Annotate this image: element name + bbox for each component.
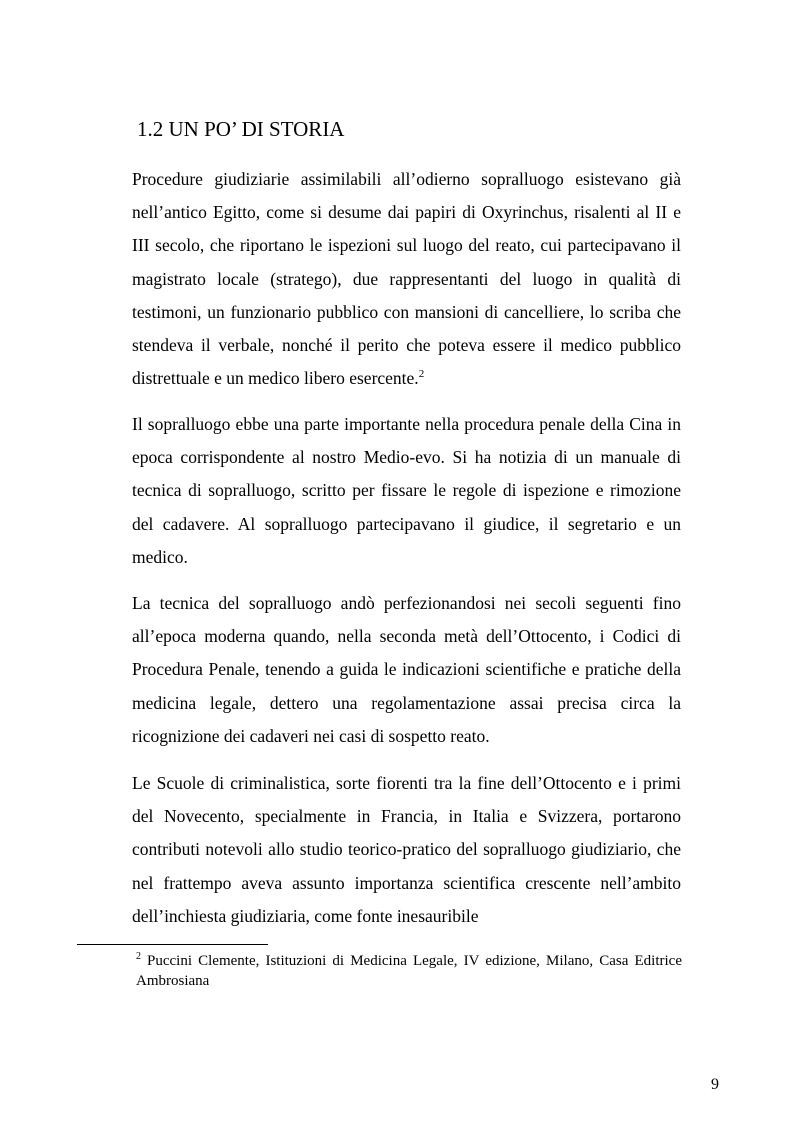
footnote-text: Puccini Clemente, Istituzioni di Medicina Legale, IV edizione, Milano, Casa Editrice Ambrosiana	[136, 953, 682, 989]
page-number: 9	[711, 1076, 719, 1093]
footnote-number: 2	[136, 951, 141, 962]
paragraph-text: Procedure giudiziarie assimilabili all’odierno sopralluogo esistevano già nell’antico Egitto, come si desume dai papiri di Oxyrinchus, risalenti al II e III secolo, che riportano le ispezioni sul luogo del reato, cui partecipavano il magistrato locale (stratego), due rappresentanti del luogo in qualità di testimoni, un funzionario pubblico con mansioni di cancelliere, lo scriba che stendeva il verbale, nonché il perito che poteva essere il medico pubblico distrettuale e un medico libero esercente.	[132, 169, 681, 389]
footnote-separator	[77, 944, 268, 945]
section-heading: 1.2 UN PO’ DI STORIA	[137, 117, 345, 141]
body-paragraph-2	[132, 408, 681, 574]
paragraph-text: Il sopralluogo ebbe una parte importante nella procedura penale della Cina in epoca corrispondente al nostro Medio-evo. Si ha notizia di un manuale di tecnica di sopralluogo, scritto per fissare le regole di ispezione e rimozione del cadavere. Al sopralluogo partecipavano il giudice, il segretario e un medico.	[132, 414, 681, 567]
footnote-reference[interactable]: 2	[418, 368, 425, 381]
body-paragraph-4	[132, 767, 681, 933]
footnote	[136, 951, 682, 991]
paragraph-text: La tecnica del sopralluogo andò perfezionandosi nei secoli seguenti fino all’epoca moderna quando, nella seconda metà dell’Ottocento, i Codici di Procedura Penale, tenendo a guida le indicazioni scientifiche e pratiche della medicina legale, dettero una regolamentazione assai precisa circa la ricognizione dei cadaveri nei casi di sospetto reato.	[132, 593, 681, 746]
body-paragraph-1	[132, 163, 681, 395]
body-paragraph-3	[132, 587, 681, 753]
paragraph-text: Le Scuole di criminalistica, sorte fiorenti tra la fine dell’Ottocento e i primi del Novecento, specialmente in Francia, in Italia e Svizzera, portarono contributi notevoli allo studio teorico-pratico del sopralluogo giudiziario, che nel frattempo aveva assunto importanza scientifica crescente nell’ambito dell’inchiesta giudiziaria, come fonte inesauribile	[132, 773, 681, 926]
